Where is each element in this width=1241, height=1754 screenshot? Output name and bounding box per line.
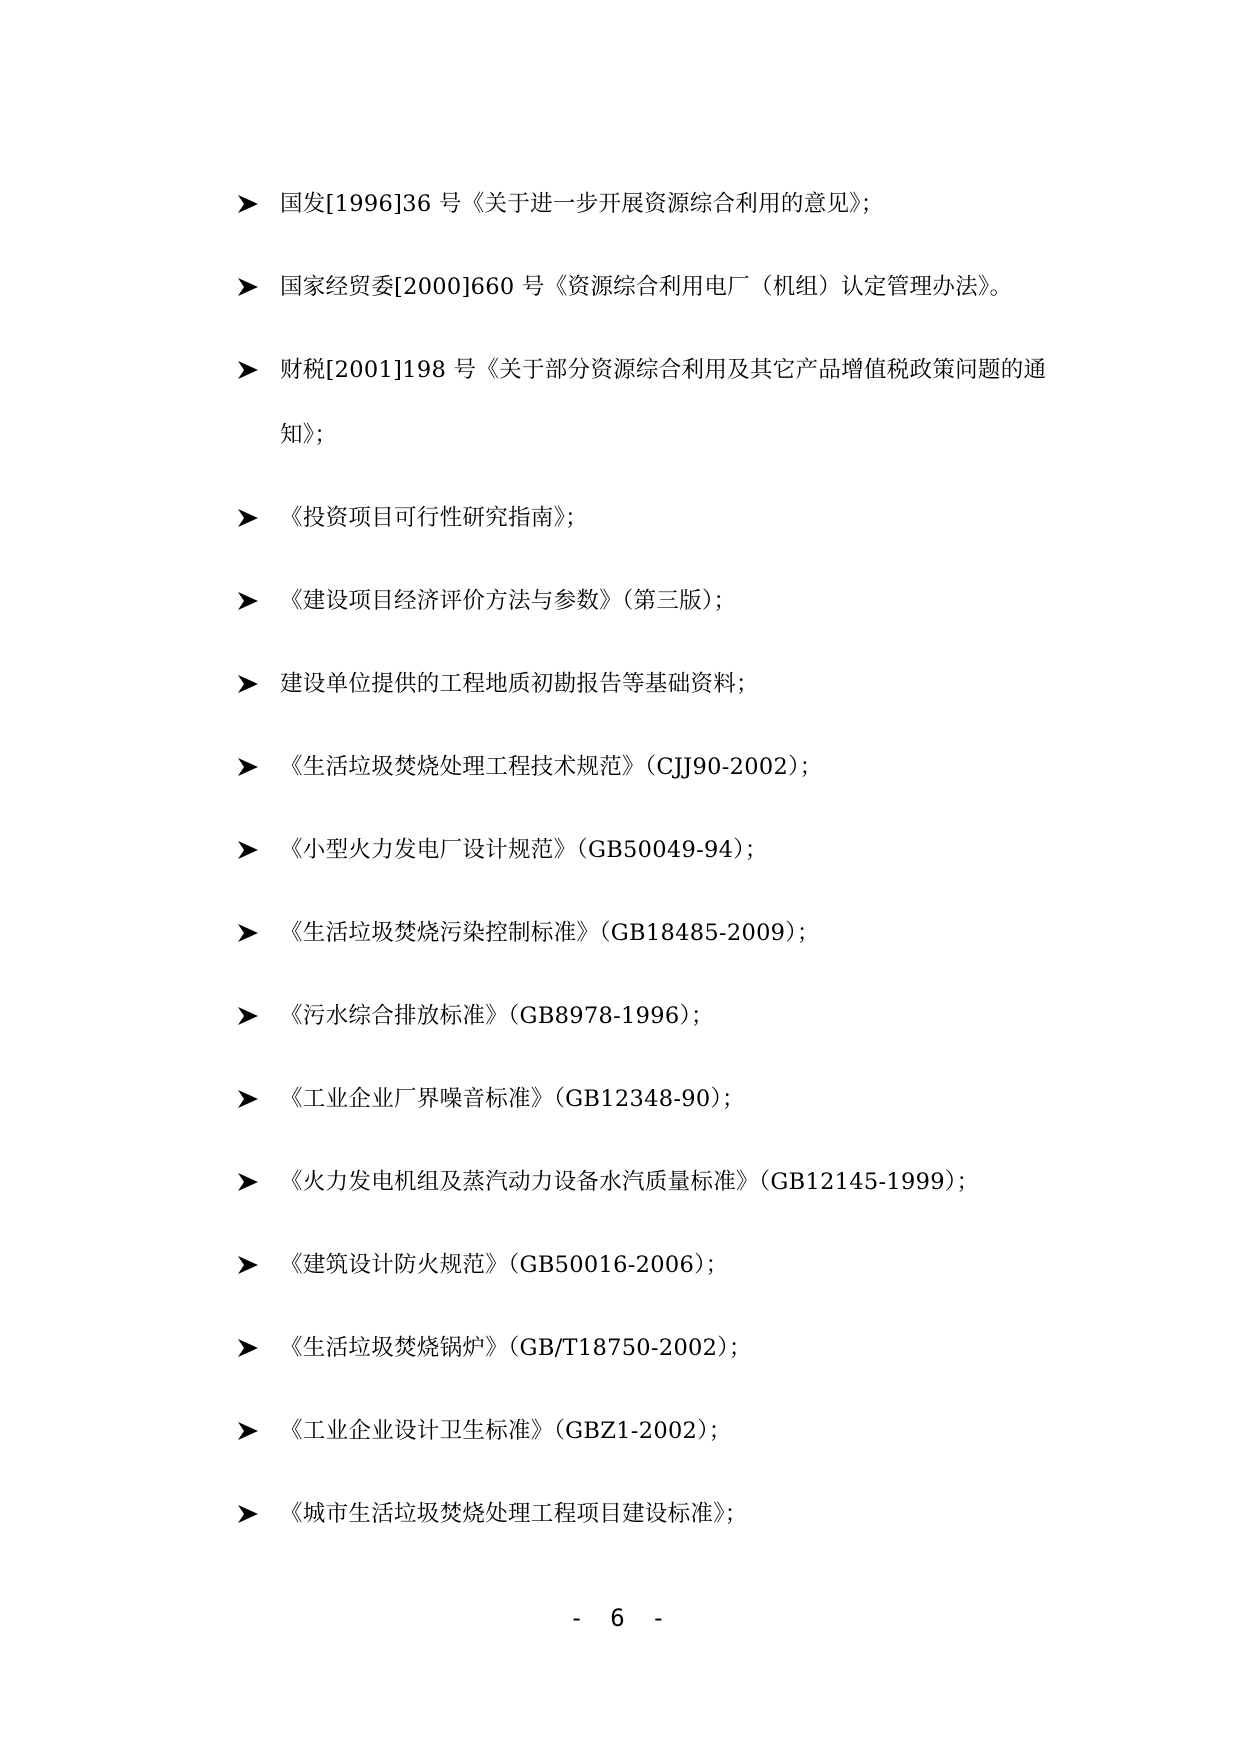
list-item-text: 《工业企业设计卫生标准》（GBZ1-2002）； xyxy=(280,1418,732,1444)
list-item xyxy=(238,984,1058,1049)
arrowhead-bullet-icon xyxy=(238,1067,280,1132)
list-item-text: 《投资项目可行性研究指南》； xyxy=(280,505,588,531)
arrowhead-bullet-icon xyxy=(238,901,280,966)
list-item xyxy=(238,735,1058,800)
arrowhead-bullet-icon xyxy=(238,735,280,800)
arrowhead-bullet-icon xyxy=(238,338,280,403)
arrowhead-bullet-icon xyxy=(238,255,280,320)
arrowhead-bullet-icon xyxy=(238,569,280,634)
list-item xyxy=(238,255,1058,320)
page-number: - 6 - xyxy=(569,1604,672,1632)
list-item xyxy=(238,901,1058,966)
list-item xyxy=(238,818,1058,883)
list-item-text: 财税[2001]198 号《关于部分资源综合利用及其它产品增值税政策问题的通知》； xyxy=(280,357,1047,448)
arrowhead-bullet-icon xyxy=(238,818,280,883)
list-item xyxy=(238,652,1058,717)
list-item xyxy=(238,1399,1058,1464)
list-item xyxy=(238,569,1058,634)
list-item-text: 《城市生活垃圾焚烧处理工程项目建设标准》； xyxy=(280,1501,748,1527)
list-item xyxy=(238,1067,1058,1132)
list-item-text: 建设单位提供的工程地质初勘报告等基础资料； xyxy=(280,671,759,697)
list-item-text: 《污水综合排放标准》（GB8978-1996）； xyxy=(280,1003,714,1029)
list-item-text: 《建设项目经济评价方法与参数》（第三版）； xyxy=(280,588,737,614)
list-item-text: 国发[1996]36 号《关于进一步开展资源综合利用的意见》； xyxy=(280,191,884,217)
arrowhead-bullet-icon xyxy=(238,1233,280,1298)
arrowhead-bullet-icon xyxy=(238,652,280,717)
list-item-text: 《小型火力发电厂设计规范》（GB50049-94）； xyxy=(280,837,768,863)
arrowhead-bullet-icon xyxy=(238,1482,280,1547)
arrowhead-bullet-icon xyxy=(238,1399,280,1464)
list-item-text: 《生活垃圾焚烧污染控制标准》（GB18485-2009）； xyxy=(280,920,820,946)
list-item-text: 国家经贸委[2000]660 号《资源综合利用电厂（机组）认定管理办法》。 xyxy=(280,274,1013,300)
reference-list xyxy=(238,172,1058,1565)
list-item xyxy=(238,1150,1058,1215)
list-item-text: 《火力发电机组及蒸汽动力设备水汽质量标准》（GB12145-1999）； xyxy=(280,1169,980,1195)
list-item xyxy=(238,486,1058,551)
arrowhead-bullet-icon xyxy=(238,1150,280,1215)
arrowhead-bullet-icon xyxy=(238,1316,280,1381)
arrowhead-bullet-icon xyxy=(238,486,280,551)
list-item xyxy=(238,1482,1058,1547)
arrowhead-bullet-icon xyxy=(238,984,280,1049)
arrowhead-bullet-icon xyxy=(238,172,280,237)
list-item-text: 《建筑设计防火规范》（GB50016-2006）； xyxy=(280,1252,729,1278)
list-item-text: 《生活垃圾焚烧锅炉》（GB/T18750-2002）； xyxy=(280,1335,752,1361)
list-item xyxy=(238,338,1058,468)
list-item xyxy=(238,1233,1058,1298)
list-item xyxy=(238,1316,1058,1381)
list-item-text: 《工业企业厂界噪音标准》（GB12348-90）； xyxy=(280,1086,745,1112)
list-item-text: 《生活垃圾焚烧处理工程技术规范》（CJJ90-2002）； xyxy=(280,754,823,780)
list-item xyxy=(238,172,1058,237)
